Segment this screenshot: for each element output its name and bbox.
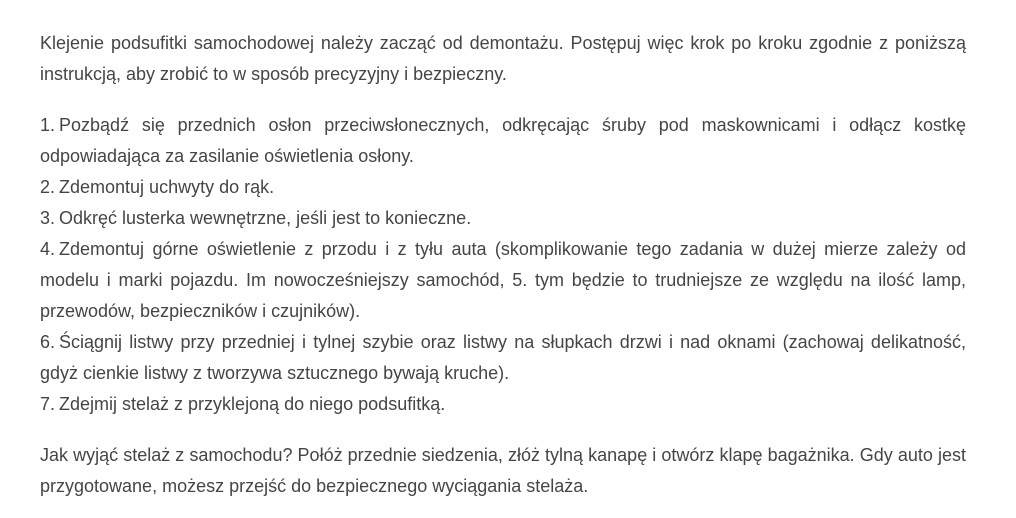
step-item [40,389,966,420]
step-text: Odkręć lusterka wewnętrzne, jeśli jest to konieczne. [59,208,472,228]
step-text: Zdejmij stelaż z przyklejoną do niego podsufitką. [59,394,446,414]
step-number: 3. [40,208,56,228]
article-body [40,28,966,502]
step-item [40,172,966,203]
step-text: Zdemontuj górne oświetlenie z przodu i z tyłu auta (skomplikowanie tego zadania w dużej mierze zależy od modelu i marki pojazdu. Im nowocześniejszy samochód, 5. tym będzie to trudniejsze ze względu na ilość lamp, przewodów, bezpieczników i czujników). [40,239,966,321]
step-number: 6. [40,332,56,352]
step-number: 1. [40,115,56,135]
outro-paragraph: Jak wyjąć stelaż z samochodu? Połóż przednie siedzenia, złóż tylną kanapę i otwórz klapę bagażnika. Gdy auto jest przygotowane, możesz przejść do bezpiecznego wyciągania stelaża. [40,445,966,496]
step-item [40,110,966,172]
step-text: Zdemontuj uchwyty do rąk. [59,177,275,197]
step-number: 4. [40,239,56,259]
step-number: 7. [40,394,56,414]
step-item [40,234,966,327]
steps-list [40,110,966,420]
intro-paragraph: Klejenie podsufitki samochodowej należy zacząć od demontażu. Postępuj więc krok po kroku zgodnie z poniższą instrukcją, aby zrobić to w sposób precyzyjny i bezpieczny. [40,33,966,84]
step-number: 2. [40,177,56,197]
step-item [40,327,966,389]
step-text: Ściągnij listwy przy przedniej i tylnej szybie oraz listwy na słupkach drzwi i nad oknami (zachowaj delikatność, gdyż cienkie listwy z tworzywa sztucznego bywają kruche). [40,332,966,383]
step-text: Pozbądź się przednich osłon przeciwsłonecznych, odkręcając śruby pod maskownicami i odłącz kostkę odpowiadająca za zasilanie oświetlenia osłony. [40,115,966,166]
step-item [40,203,966,234]
